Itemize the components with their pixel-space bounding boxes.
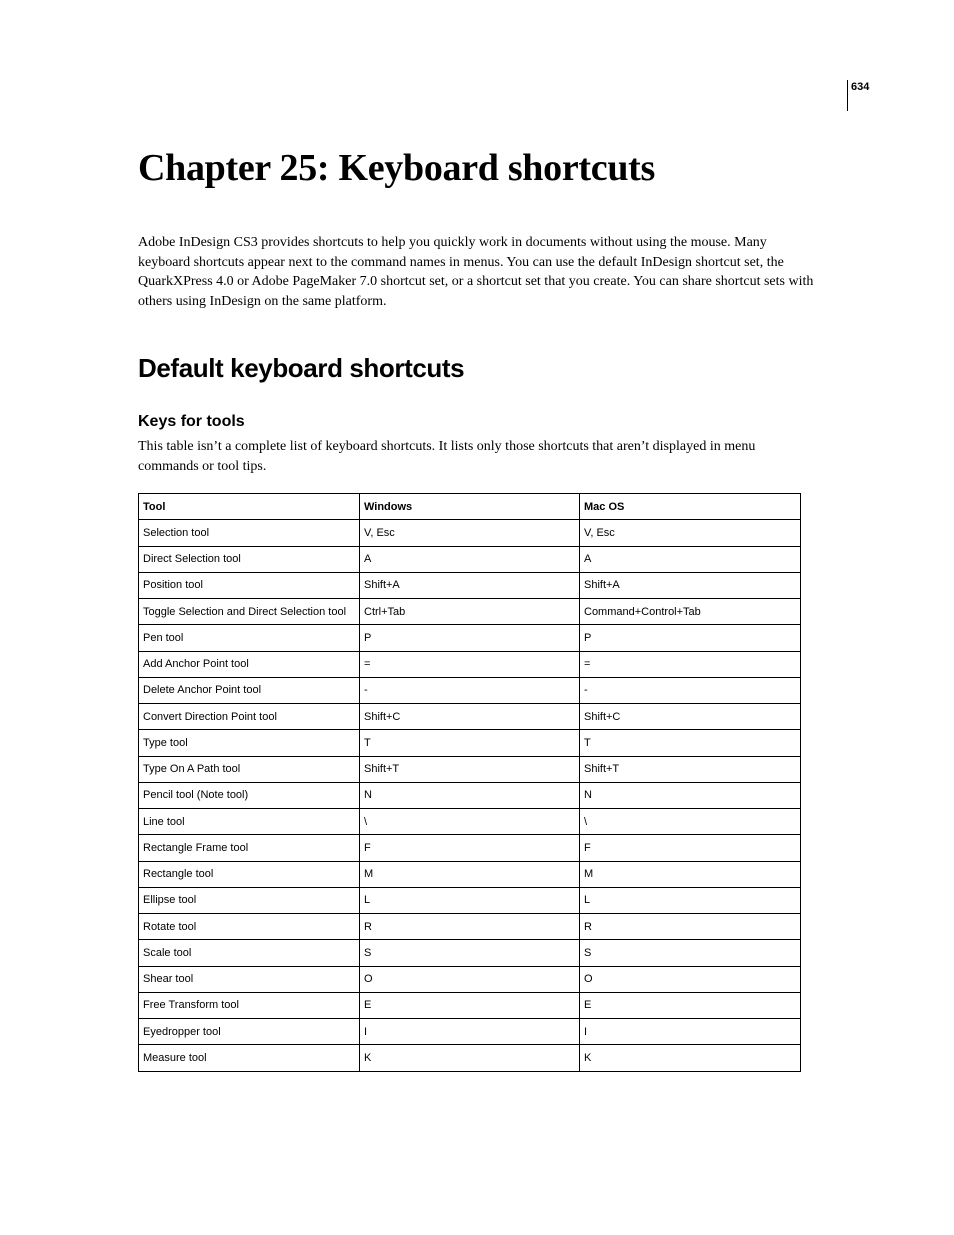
cell-mac-os: Shift+T — [580, 756, 801, 782]
cell-mac-os: L — [580, 887, 801, 913]
cell-tool: Shear tool — [139, 966, 360, 992]
cell-windows: A — [360, 546, 580, 572]
cell-mac-os: K — [580, 1045, 801, 1071]
table-row — [139, 520, 801, 546]
cell-mac-os: R — [580, 914, 801, 940]
cell-tool: Convert Direction Point tool — [139, 704, 360, 730]
cell-tool: Type On A Path tool — [139, 756, 360, 782]
table-row — [139, 992, 801, 1018]
cell-tool: Toggle Selection and Direct Selection tool — [139, 599, 360, 625]
cell-mac-os: Shift+A — [580, 572, 801, 598]
table-row — [139, 730, 801, 756]
header-mac-os: Mac OS — [580, 494, 801, 520]
cell-mac-os: S — [580, 940, 801, 966]
cell-windows: S — [360, 940, 580, 966]
cell-windows: E — [360, 992, 580, 1018]
cell-mac-os: Shift+C — [580, 704, 801, 730]
header-windows: Windows — [360, 494, 580, 520]
table-intro: This table isn’t a complete list of keyboard shortcuts. It lists only those shortcuts that aren’t displayed in menu commands or tool tips. — [138, 439, 756, 474]
cell-mac-os: = — [580, 651, 801, 677]
cell-tool: Rectangle tool — [139, 861, 360, 887]
cell-tool: Delete Anchor Point tool — [139, 677, 360, 703]
table-row — [139, 940, 801, 966]
cell-windows: V, Esc — [360, 520, 580, 546]
chapter-title: Chapter 25: Keyboard shortcuts — [138, 147, 656, 189]
cell-mac-os: M — [580, 861, 801, 887]
cell-tool: Type tool — [139, 730, 360, 756]
cell-mac-os: T — [580, 730, 801, 756]
cell-tool: Free Transform tool — [139, 992, 360, 1018]
table-row — [139, 1019, 801, 1045]
cell-windows: P — [360, 625, 580, 651]
table-row — [139, 599, 801, 625]
cell-mac-os: A — [580, 546, 801, 572]
cell-windows: = — [360, 651, 580, 677]
page-number: 634 — [851, 81, 870, 93]
cell-mac-os: - — [580, 677, 801, 703]
cell-tool: Scale tool — [139, 940, 360, 966]
table-row — [139, 835, 801, 861]
subsection-title: Keys for tools — [138, 413, 245, 430]
cell-tool: Measure tool — [139, 1045, 360, 1071]
table-row — [139, 809, 801, 835]
cell-tool: Pen tool — [139, 625, 360, 651]
cell-tool: Direct Selection tool — [139, 546, 360, 572]
cell-windows: N — [360, 782, 580, 808]
cell-mac-os: Command+Control+Tab — [580, 599, 801, 625]
page-number-rule — [847, 80, 848, 111]
cell-mac-os: F — [580, 835, 801, 861]
cell-tool: Rotate tool — [139, 914, 360, 940]
cell-mac-os: \ — [580, 809, 801, 835]
cell-tool: Line tool — [139, 809, 360, 835]
cell-tool: Position tool — [139, 572, 360, 598]
cell-windows: T — [360, 730, 580, 756]
cell-mac-os: P — [580, 625, 801, 651]
table-row — [139, 756, 801, 782]
table-row — [139, 914, 801, 940]
cell-windows: L — [360, 887, 580, 913]
table-row — [139, 546, 801, 572]
table-row — [139, 677, 801, 703]
cell-windows: Ctrl+Tab — [360, 599, 580, 625]
cell-tool: Add Anchor Point tool — [139, 651, 360, 677]
table-row — [139, 782, 801, 808]
cell-windows: F — [360, 835, 580, 861]
cell-windows: O — [360, 966, 580, 992]
table-row — [139, 861, 801, 887]
table-row — [139, 704, 801, 730]
cell-mac-os: V, Esc — [580, 520, 801, 546]
table-row — [139, 966, 801, 992]
cell-windows: \ — [360, 809, 580, 835]
cell-windows: Shift+T — [360, 756, 580, 782]
cell-mac-os: I — [580, 1019, 801, 1045]
shortcuts-table — [138, 493, 801, 1072]
table-row — [139, 1045, 801, 1071]
cell-tool: Selection tool — [139, 520, 360, 546]
cell-tool: Ellipse tool — [139, 887, 360, 913]
table-row — [139, 651, 801, 677]
cell-mac-os: O — [580, 966, 801, 992]
table-row — [139, 572, 801, 598]
cell-tool: Pencil tool (Note tool) — [139, 782, 360, 808]
cell-windows: I — [360, 1019, 580, 1045]
intro-paragraph: Adobe InDesign CS3 provides shortcuts to help you quickly work in documents without using the mouse. Many keyboard shortcuts appear next to the command names in menus. You can use the default InDesign shortcut set, the QuarkXPress 4.0 or Adobe PageMaker 7.0 shortcut set, or a shortcut set that you create. You can share shortcut sets with others using InDesign on the same platform. — [138, 235, 814, 309]
cell-windows: - — [360, 677, 580, 703]
header-tool: Tool — [139, 494, 360, 520]
cell-windows: Shift+A — [360, 572, 580, 598]
cell-tool: Eyedropper tool — [139, 1019, 360, 1045]
cell-mac-os: E — [580, 992, 801, 1018]
table-row — [139, 887, 801, 913]
cell-windows: Shift+C — [360, 704, 580, 730]
cell-windows: K — [360, 1045, 580, 1071]
cell-windows: M — [360, 861, 580, 887]
cell-mac-os: N — [580, 782, 801, 808]
cell-tool: Rectangle Frame tool — [139, 835, 360, 861]
section-title: Default keyboard shortcuts — [138, 353, 465, 383]
table-row — [139, 625, 801, 651]
cell-windows: R — [360, 914, 580, 940]
table-header-row — [139, 494, 801, 520]
